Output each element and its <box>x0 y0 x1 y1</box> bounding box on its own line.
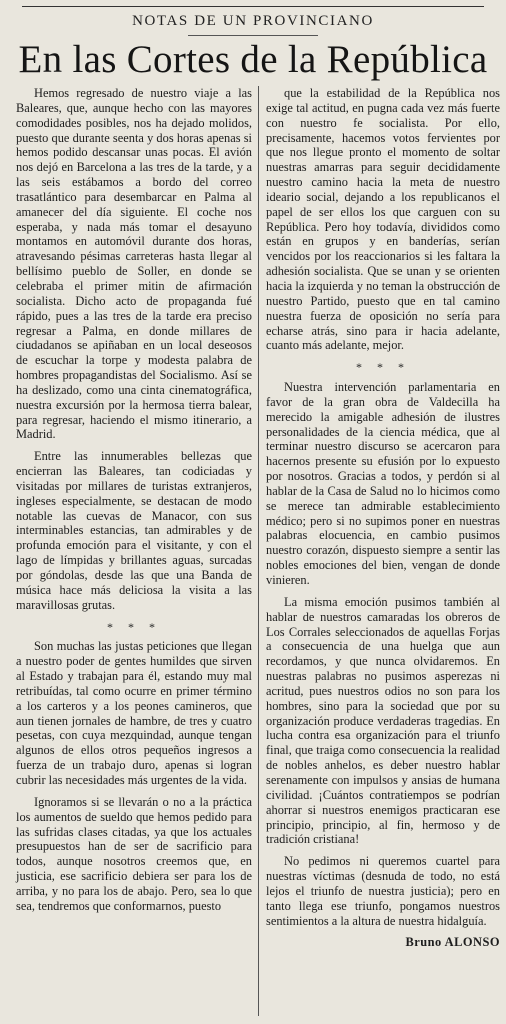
top-rule <box>22 6 484 7</box>
paragraph: Hemos regresado de nuestro viaje a las Baleares, que, aunque hecho con las mayores comodidades posibles, nos ha dejado molidos, puesto que durante seenta y dos horas apenas si hemos podido descansar unas pocas. El avión nos dejó en Barcelona a las tres de la tarde, y a las seis estábamos a bordo del correo trasatlántico para desembarcar en Palma al amanecer del día siguiente. El coche nos esperaba, y nada más tomar el desayuno montamos en automóvil durante dos horas, atravesando pésimas carreteras hasta llegar al bellísimo pueblo de Soller, en donde se celebraba el primer mitin de afirmación socialista. Dicho acto de propaganda fué rápido, pues a las tres de la tarde era preciso regresar a Palma, en donde millares de ciudadanos se apiñaban en un local deseosos de escuchar la torpe y modesta palabra de hombres propagandistas del Socialismo. Así se ha deslizado, como una cinta cinematográfica, nuestra excursión por la hermosa tierra balear, para regresar, haciendo el mismo itinerario, a Madrid. <box>16 86 252 442</box>
paragraph: No pedimos ni queremos cuartel para nuestras víctimas (desnuda de todo, no está lejos el triunfo de nuestra justicia); pero en tanto llega ese triunfo, pongamos nuestros sentimientos a la altura de nuestra hidalguía. <box>266 854 500 928</box>
paragraph: Entre las innumerables bellezas que encierran las Baleares, tan codiciadas y visitadas por millares de turistas extranjeros, ingleses especialmente, se destacan de modo notable las cuevas de Manacor, con sus interminables estancias, tan admirables y de profunda emoción para el visitante, y con el lago de límpidas y brillantes aguas, surcadas por góndolas, desde las que una Banda de música hace más deliciosa la visita a las maravillosas grutas. <box>16 449 252 612</box>
paragraph: que la estabilidad de la República nos exige tal actitud, en pugna cada vez más fuerte con nuestro fe socialista. Por ello, precisamente, hacemos votos fervientes por que nos llegue pronto el momento de soltar nuestras amarras para seguir decididamente nuestro camino hacia la meta de nuestro ideario social, dejando a los republicanos el papel de ser ellos los que carguen con su República. Pero hoy todavía, divididos como están en grupos y en banderías, serían vencidos por los reaccionarios si les faltara la adhesión socialista. Que se unan y se orienten hacia la izquierda y no teman la obstrucción de nuestro Partido, puesto que en tal camino nuestra fuerza de oposición no sería para echarse atrás, sino para ir hacia adelante, cuanto más adelante, mejor. <box>266 86 500 353</box>
paragraph: Nuestra intervención parlamentaria en favor de la gran obra de Valdecilla ha merecido la amigable adhesión de ilustres personalidades de la ciencia médica, que al terminar nuestro discurso se acercaron para hacernos presente su efusión por lo expuesto por nosotros. Gracias a todos, y perdón si al hablar de la Casa de Salud no lo hicimos como se merece tan admirable establecimiento médico; pero si no supimos poner en nuestras palabras elocuencia, en cambio pusimos nuestro corazón, dispuesto siempre a sentir las nobles emociones del bien, vengan de donde vinieren. <box>266 380 500 587</box>
paragraph: La misma emoción pusimos también al hablar de nuestros camaradas los obreros de Los Corrales seleccionados de aquellas Forjas a consecuencia de una huelga que aun recordamos, y que nunca olvidaremos. En nuestras palabras no pusimos asperezas ni acritud, pues nuestros odios no son para los hombres, sino para la sociedad que por su organización produce verdaderas tragedias. En lucha contra esa organización para el triunfo final, que traiga como consecuencia la realidad de nobles anhelos, es deber nuestro hablar serenamente con impulsos y ansias de humana civilidad. ¡Cuántos contratiempos se podrían ahorrar si nuestros enemigos practicaran ese principio, principio, al fin, hermoso y de tradición cristiana! <box>266 594 500 847</box>
section-kicker: NOTAS DE UN PROVINCIANO <box>132 13 374 29</box>
paragraph: Ignoramos si se llevarán o no a la práctica los aumentos de sueldo que hemos pedido para las sufridas clases citadas, ya que los actuales presupuestos han de ser de sacrificio para todos, aunque nosotros creemos que, en justicia, ese sacrificio debiera ser para los de arriba, y no para los de abajo. Pero, sea lo que sea, tendremos que conformarnos, puesto <box>16 794 252 913</box>
section-separator: * * * <box>107 619 161 634</box>
section-separator: * * * <box>356 360 410 375</box>
left-column <box>16 86 252 921</box>
column-divider <box>258 86 259 1016</box>
right-column <box>266 86 500 950</box>
paragraph: Son muchas las justas peticiones que llegan a nuestro poder de gentes humildes que sirven al Estado y trabajan para él, estando muy mal retribuídas, tal como ocurre en primer término a los carteros y a los peones camineros, que aun tienen jornales de hambre, de tres y cuatro pesetas, con cuya mezquindad, aunque tengan algunos de ellos otros pequeños ingresos a fuerza de un trabajo duro, apenas si logran cubrir las necesidades más urgentes de la vida. <box>16 639 252 787</box>
article-headline: En las Cortes de la República <box>18 38 488 81</box>
kicker-underline <box>188 35 318 36</box>
author-signature: Bruno ALONSO <box>405 935 500 950</box>
